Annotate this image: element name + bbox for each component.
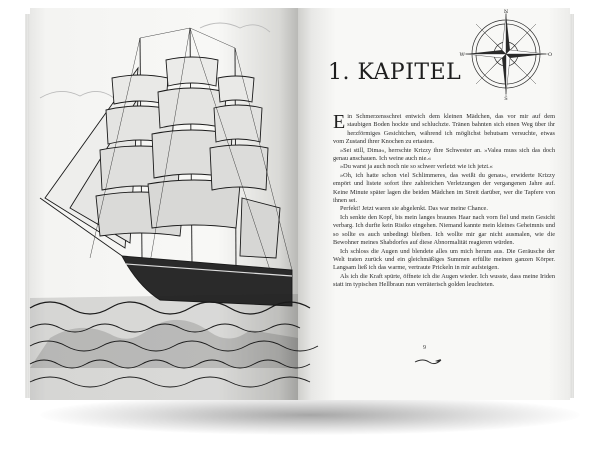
drop-cap: E — [333, 111, 346, 133]
paragraph-4: »Oh, ich hatte schon viel Schlimmeres, das weißt du genau«, erwiderte Krizzy empört und listete sofort ihre zahlreichen Verletzungen der vergangenen Jahre auf. Keine Minute später lagen die beiden Mädchen im Streit darüber, wer die Tapfere von ihnen sei. — [333, 171, 555, 205]
paragraph-8: Als ich die Kraft spürte, öffnete ich die Augen wieder. Ich wusste, dass meine Iriden statt im typischen Hellbraun nun verräterisch golden leuchteten. — [333, 272, 555, 289]
compass-west-label: W — [459, 52, 465, 58]
chapter-title: 1. KAPITEL — [328, 60, 462, 85]
paragraph-5: Perfekt! Jetzt waren sie abgelenkt. Das war meine Chance. — [340, 205, 488, 213]
paragraph-1: Ein Schmerzensschrei entwich dem kleinen Mädchen, das vor mir auf dem staubigen Boden hockte und schluchzte. Tränen bahnten sich einen Weg über ihr herzförmiges Gesichtchen, während ich möglichst behutsam versuchte, etwas vom Zustand ihrer Knochen zu ertasten. — [333, 111, 555, 146]
paragraph-7: Ich schloss die Augen und blendete alles um mich herum aus. Die Geräusche der Welt traten zurück und ein gleichmäßiges Summen erfüllte meinen ganzen Körper. Langsam ließ ich das warme, vertraute Prickeln in mir aufsteigen. — [333, 247, 555, 272]
paragraph-2: »Sei still, Dima«, herrschte Krizzy ihre Schwester an. »Valea muss sich das doch genau anschauen. Ich weine auch nie.« — [333, 146, 555, 163]
compass-north-label: N — [503, 9, 509, 15]
compass-rose-icon — [460, 8, 552, 100]
book-shadow — [40, 395, 580, 435]
flourish-ornament-icon — [413, 356, 443, 366]
chapter-body-text — [333, 113, 555, 290]
paragraph-3: »Du warst ja auch noch nie so schwer verletzt wie ich jetzt.« — [340, 163, 493, 171]
compass-south-label: S — [504, 96, 508, 102]
sailing-ship-illustration — [30, 8, 298, 400]
compass-east-label: O — [547, 52, 553, 58]
paragraph-6: Ich senkte den Kopf, bis mein langes braunes Haar nach vorn fiel und mein Gesicht verbarg. Ich durfte kein Risiko eingehen. Niemand kannte mein kleines Geheimnis und so sollte es auch unbedingt bleiben. Ich wollte mir gar nicht ausmalen, wie die Bewohner meines Shabdorfes auf diese Abnormalität reagieren würden. — [333, 213, 555, 247]
page-number: 9 — [423, 345, 426, 351]
